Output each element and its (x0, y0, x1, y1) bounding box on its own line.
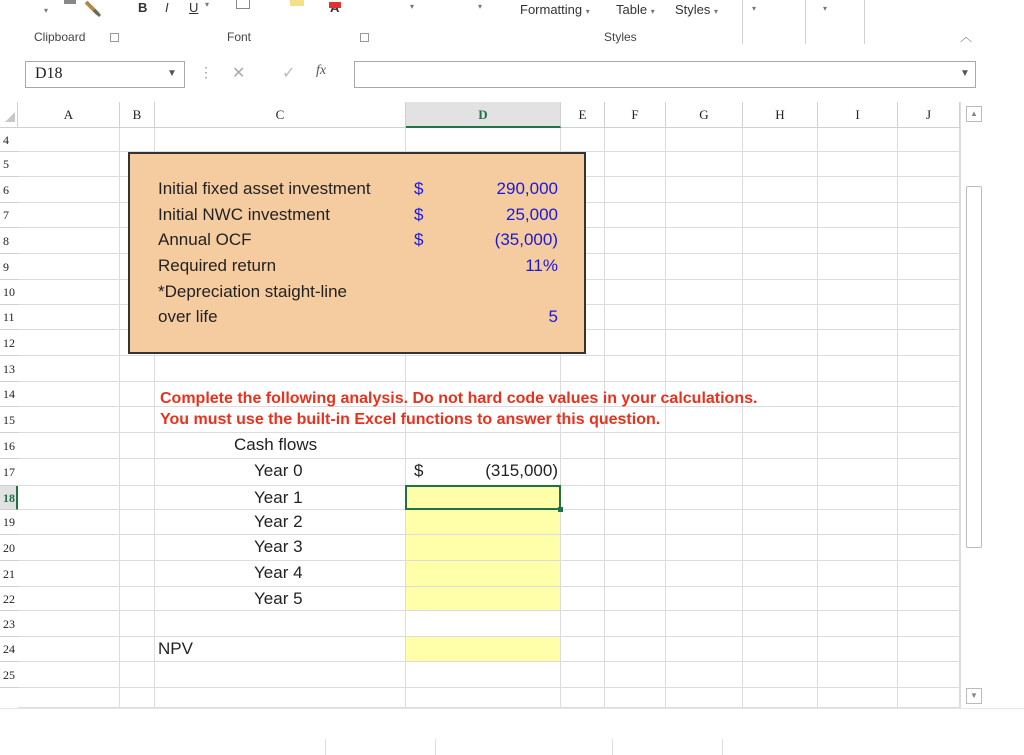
cells-dropdown-icon[interactable]: ▾ (752, 4, 757, 13)
insert-function-icon[interactable]: fx (316, 63, 327, 78)
conditional-formatting-button[interactable]: Formatting ▾ (520, 2, 590, 17)
input-label: *Depreciation staight-line (158, 282, 347, 301)
gridline-horizontal (18, 458, 960, 459)
row-header-23[interactable]: 23 (0, 611, 18, 637)
gridline-horizontal (18, 355, 960, 356)
column-header-g[interactable]: G (666, 102, 743, 128)
gridline-vertical (817, 102, 818, 708)
input-label: Annual OCF (158, 230, 252, 249)
year-label: Year 0 (254, 461, 303, 480)
column-header-h[interactable]: H (743, 102, 818, 128)
fill-handle[interactable] (558, 507, 563, 512)
year-label: Year 4 (254, 563, 303, 582)
gridline-horizontal (18, 534, 960, 535)
editing-dropdown-icon[interactable]: ▾ (823, 4, 828, 13)
italic-icon[interactable]: I (165, 0, 169, 15)
row-header-20[interactable]: 20 (0, 535, 18, 561)
cancel-icon[interactable]: ✕ (232, 65, 246, 82)
row-header-17[interactable]: 17 (0, 459, 18, 486)
column-header-f[interactable]: F (605, 102, 666, 128)
row-header-9[interactable]: 9 (0, 254, 18, 280)
row-header-5[interactable]: 5 (0, 152, 18, 177)
bold-icon[interactable]: B (138, 0, 148, 15)
column-header-e[interactable]: E (561, 102, 605, 128)
gridline-horizontal (18, 636, 960, 637)
name-box-value: D18 (35, 65, 63, 82)
cell-styles-button[interactable]: Styles ▾ (675, 2, 719, 17)
column-header-c[interactable]: C (155, 102, 406, 128)
gridline-horizontal (18, 560, 960, 561)
row-header-8[interactable]: 8 (0, 228, 18, 254)
font-color-swatch (329, 2, 341, 8)
name-box-dropdown-icon[interactable]: ▼ (167, 68, 177, 79)
tab-divider (722, 739, 723, 755)
borders-icon[interactable] (236, 0, 250, 9)
ribbon-separator (864, 0, 865, 44)
ribbon-separator (805, 0, 806, 44)
gridline-horizontal (18, 661, 960, 662)
name-box[interactable] (25, 61, 185, 88)
row-header-10[interactable]: 10 (0, 280, 18, 305)
sheet-tab-bar (0, 708, 1024, 755)
currency-symbol: $ (414, 230, 424, 249)
clipboard-launcher-icon[interactable] (110, 33, 119, 42)
input-value[interactable]: 5 (548, 307, 558, 326)
year0-value[interactable]: (315,000) (485, 461, 558, 480)
row-header-4[interactable]: 4 (0, 128, 18, 152)
paste-icon[interactable] (64, 0, 76, 4)
gridline-horizontal (18, 381, 960, 382)
input-value[interactable]: 25,000 (506, 205, 558, 224)
currency-symbol: $ (414, 205, 424, 224)
scroll-down-icon[interactable]: ▼ (966, 688, 982, 704)
input-value[interactable]: (35,000) (494, 230, 558, 249)
row-header-25[interactable]: 25 (0, 662, 18, 688)
input-label: over life (158, 307, 218, 326)
fill-color-icon[interactable] (290, 0, 304, 6)
alignment-dropdown-icon[interactable]: ▾ (410, 2, 415, 11)
column-header-i[interactable]: I (818, 102, 898, 128)
year-label: Year 2 (254, 512, 303, 531)
number-dropdown-icon[interactable]: ▾ (478, 2, 483, 11)
select-all-corner[interactable] (0, 102, 18, 128)
enter-icon[interactable]: ✓ (282, 65, 296, 82)
row-header-6[interactable]: 6 (0, 177, 18, 203)
input-label: Initial fixed asset investment (158, 179, 371, 198)
expand-formula-icon[interactable]: ▼ (960, 68, 970, 79)
scroll-thumb[interactable] (966, 186, 982, 548)
row-header-22[interactable]: 22 (0, 587, 18, 611)
gridline-horizontal (18, 586, 960, 587)
input-cell-range[interactable] (406, 637, 561, 662)
collapse-ribbon-icon[interactable]: ︿ (960, 30, 973, 44)
row-header-11[interactable]: 11 (0, 305, 18, 330)
vertical-scrollbar[interactable] (960, 102, 987, 708)
styles-group-label: Styles (604, 30, 637, 44)
tab-divider (612, 739, 613, 755)
gridline-vertical (119, 102, 120, 708)
input-label: Required return (158, 256, 277, 275)
clipboard-group-label: Clipboard (34, 30, 86, 44)
ribbon-separator (742, 0, 743, 44)
row-header-18[interactable]: 18 (0, 486, 18, 510)
paste-dropdown-icon[interactable]: ▾ (44, 6, 49, 15)
scroll-up-icon[interactable]: ▲ (966, 106, 982, 122)
input-label: Initial NWC investment (158, 205, 330, 224)
gridline-horizontal (18, 610, 960, 611)
gridline-horizontal (18, 432, 960, 433)
year-label: Year 3 (254, 537, 303, 556)
gridline-vertical (897, 102, 898, 708)
tab-divider (325, 739, 326, 755)
row-header-14[interactable]: 14 (0, 382, 18, 407)
currency-symbol: $ (414, 179, 424, 198)
instruction-text: You must use the built-in Excel functions to answer this question. (160, 411, 661, 428)
instruction-text: Complete the following analysis. Do not hard code values in your calculations. (160, 390, 758, 407)
cash-flows-header: Cash flows (234, 435, 318, 454)
tab-divider (435, 739, 436, 755)
underline-icon[interactable]: U (189, 0, 199, 15)
row-header-24[interactable]: 24 (0, 637, 18, 662)
input-value[interactable]: 11% (525, 256, 558, 275)
worksheet-grid[interactable] (18, 102, 960, 708)
more-options-icon[interactable]: ⋮ (199, 64, 213, 80)
font-launcher-icon[interactable] (360, 33, 369, 42)
format-painter-icon[interactable] (84, 0, 102, 18)
column-header-j[interactable]: J (898, 102, 960, 128)
underline-dropdown-icon[interactable]: ▾ (205, 0, 210, 9)
row-header-7[interactable]: 7 (0, 203, 18, 228)
input-value[interactable]: 290,000 (496, 179, 558, 198)
gridline-horizontal (18, 687, 960, 688)
column-header-a[interactable]: A (18, 102, 120, 128)
row-header-16[interactable]: 16 (0, 433, 18, 459)
year0-currency: $ (414, 461, 424, 480)
format-as-table-button[interactable]: Table ▾ (616, 2, 655, 17)
ribbon (0, 0, 1024, 52)
npv-label: NPV (158, 639, 193, 658)
font-group-label: Font (227, 30, 252, 44)
row-header-21[interactable]: 21 (0, 561, 18, 587)
selected-cell-d18[interactable] (405, 485, 561, 510)
year-label: Year 5 (254, 589, 303, 608)
row-header-19[interactable]: 19 (0, 510, 18, 535)
year-label: Year 1 (254, 488, 303, 507)
row-header-13[interactable]: 13 (0, 356, 18, 382)
column-header-b[interactable]: B (120, 102, 155, 128)
formula-input[interactable] (354, 61, 976, 88)
row-header-15[interactable]: 15 (0, 407, 18, 433)
row-header-12[interactable]: 12 (0, 330, 18, 356)
column-header-d[interactable]: D (406, 102, 561, 128)
